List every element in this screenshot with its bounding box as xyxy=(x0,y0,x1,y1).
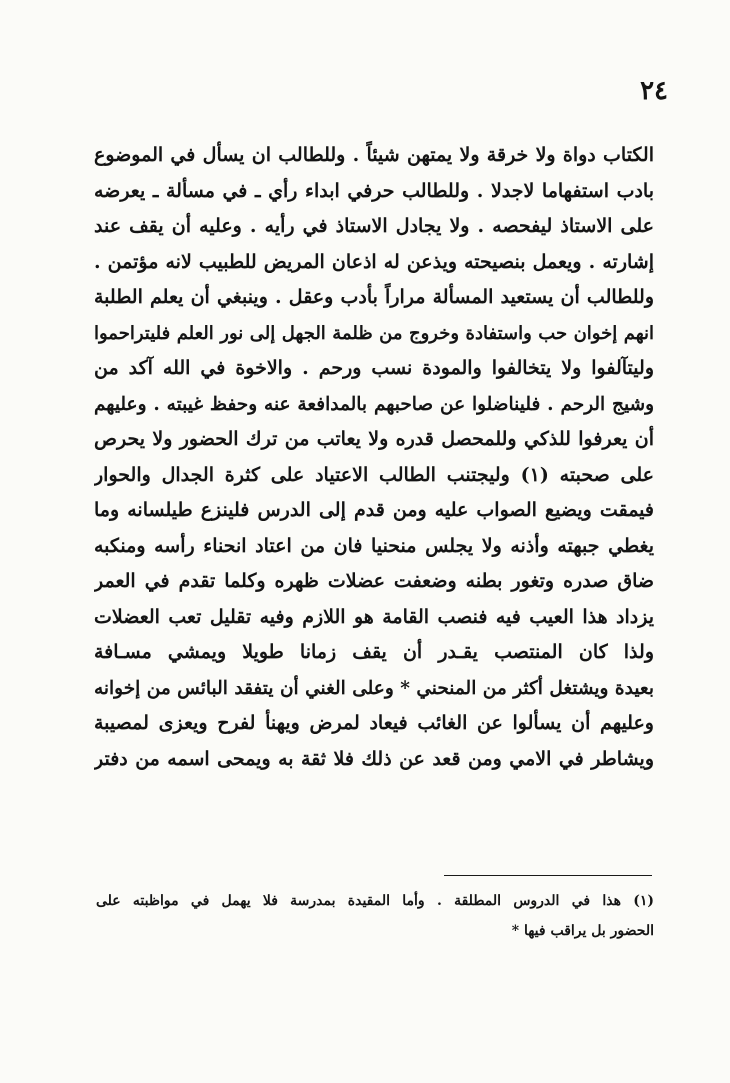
footnote-line: (١) هذا في الدروس المطلقة . وأما المقيدة بمدرسة فلا يهمل في مواظبته على xyxy=(96,893,654,909)
text-line: الكتاب دواة ولا خرقة ولا يمتهن شيئاً . وللطالب ان يسأل في الموضوع xyxy=(94,144,654,166)
text-line: انهم إخوان حب واستفادة وخروج من ظلمة الجهل إلى نور العلم فليتراحموا xyxy=(94,322,654,344)
text-line: ويشاطر في الامي ومن قعد عن ذلك فلا ثقة به ويمحى اسمه من دفتر xyxy=(94,747,654,770)
footnote xyxy=(96,886,654,946)
text-line: يغطي جبهته وأذنه ولا يجلس منحنيا فان من اعتاد انحناء رأسه ومنكبه xyxy=(94,534,654,557)
text-line: على صحبته (١) وليجتنب الطالب الاعتياد على كثرة الجدال والحوار xyxy=(94,463,654,486)
text-line: على الاستاذ ليفحصه . ولا يجادل الاستاذ في رأيه . وعليه أن يقف عند xyxy=(94,215,654,237)
text-line: ولذا كان المنتصب يقـدر أن يقف زمانا طويلا ويمشي مسـافة xyxy=(94,641,654,663)
text-line: إشارته . ويعمل بنصيحته ويذعن له اذعان المريض للطبيب لانه مؤتمن . xyxy=(94,250,654,273)
text-line: وعليهم أن يسألوا عن الغائب فيعاد لمرض ويهنأ لفرح ويعزى لمصيبة xyxy=(94,712,654,734)
text-line: وليتآلفوا ولا يتخالفوا والمودة نسب ورحم . والاخوة في الله آكد من xyxy=(94,357,654,379)
text-line: وشيج الرحم . فليناضلوا عن صاحبهم بالمدافعة عنه وحفظ غيبته . وعليهم xyxy=(94,393,654,415)
footnote-separator xyxy=(444,875,652,876)
text-line: وللطالب أن يستعيد المسألة مراراً بأدب وعقل . وينبغي أن يعلم الطلبة xyxy=(94,286,654,308)
text-line: أن يعرفوا للذكي وللمحصل قدره ولا يعاتب من ترك الحضور ولا يحرص xyxy=(94,428,654,450)
body-text xyxy=(94,138,654,777)
text-line: بادب استفهاما لاجدلا . وللطالب حرفي ابداء رأي ـ في مسألة ـ يعرضه xyxy=(94,179,654,202)
text-line: ضاق صدره وتغور بطنه وضعفت عضلات ظهره وكلما تقدم في العمر xyxy=(94,570,654,592)
text-line: فيمقت ويضيع الصواب عليه ومن قدم إلى الدرس فلينزع طيلسانه وما xyxy=(94,499,654,521)
text-line: بعيدة ويشتغل أكثر من المنحني * وعلى الغني أن يتفقد البائس من إخوانه xyxy=(94,677,654,699)
page-number: ٢٤ xyxy=(640,76,668,106)
text-line: يزداد هذا العيب فيه فنصب القامة هو اللازم وفيه تقليل تعب العضلات xyxy=(94,605,654,628)
footnote-line: الحضور بل يراقب فيها * xyxy=(511,923,654,939)
